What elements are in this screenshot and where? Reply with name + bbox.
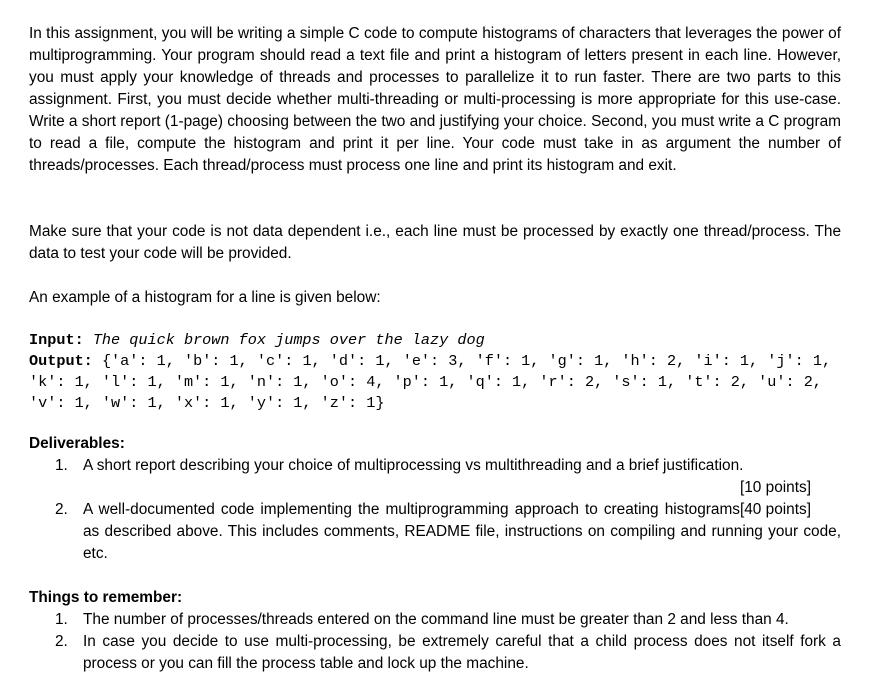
list-item-text: The number of processes/threads entered on the command line must be greater than 2 and less than 4.: [83, 611, 789, 628]
intro-paragraph: In this assignment, you will be writing a simple C code to compute histograms of characters that leverages the power of multiprogramming. Your program should read a text file and print a histogram of letters present in each line. However, you must apply your knowledge of threads and processes to parallelize it to run faster. There are two parts to this assignment. First, you must decide whether multi-threading or multi-processing is more appropriate for this use-case. Write a short report (1-page) choosing between the two and justifying your choice. Second, you must write a C program to read a file, compute the histogram and print it per line. Your code must take in as argument the number of threads/processes. Each thread/process must process one line and print its histogram and exit.: [29, 25, 841, 174]
data-dependency-paragraph: Make sure that your code is not data dependent i.e., each line must be processed by exactly one thread/process. The data to test your code will be provided.: [29, 223, 841, 262]
output-label: Output:: [29, 352, 93, 370]
list-number: 1.: [55, 457, 68, 474]
deliverables-heading: Deliverables:: [29, 435, 125, 452]
list-number: 1.: [55, 611, 68, 628]
things-to-remember-heading: Things to remember:: [29, 589, 183, 606]
list-item: [29, 499, 841, 565]
list-item: [29, 455, 841, 499]
list-item-text: A short report describing your choice of multiprocessing vs multithreading and a brief justification.: [83, 457, 744, 474]
input-text: The quick brown fox jumps over the lazy dog: [92, 331, 485, 349]
points-label: [10 points]: [739, 479, 811, 496]
output-text: {'a': 1, 'b': 1, 'c': 1, 'd': 1, 'e': 3, 'f': 1, 'g': 1, 'h': 2, 'i': 1, 'j': 1, 'k': 1, 'l': 1, 'm': 1, 'n': 1, 'o': 4, 'p': 1, 'q': 1, 'r': 2, 's': 1, 't': 2, 'u': 2, 'v': 1, 'w': 1, 'x': 1, 'y': 1, 'z': 1}: [29, 352, 841, 412]
example-code-block: [29, 330, 841, 414]
list-item-text: A well-documented code implementing the multiprogramming approach to creating histograms as described above. This includes comments, README file, instructions on compiling and running your code, etc.: [83, 501, 841, 562]
input-label: Input:: [29, 331, 84, 349]
things-to-remember-list: [29, 609, 841, 675]
list-item-text: In case you decide to use multi-processing, be extremely careful that a child process does not itself fork a process or you can fill the process table and lock up the machine.: [83, 633, 841, 672]
list-number: 2.: [55, 633, 68, 650]
list-item: [29, 609, 841, 631]
deliverables-list: [29, 455, 841, 565]
points-label: [40 points]: [739, 501, 811, 518]
list-item: [29, 631, 841, 675]
list-number: 2.: [55, 501, 68, 518]
example-intro: An example of a histogram for a line is given below:: [29, 289, 381, 306]
